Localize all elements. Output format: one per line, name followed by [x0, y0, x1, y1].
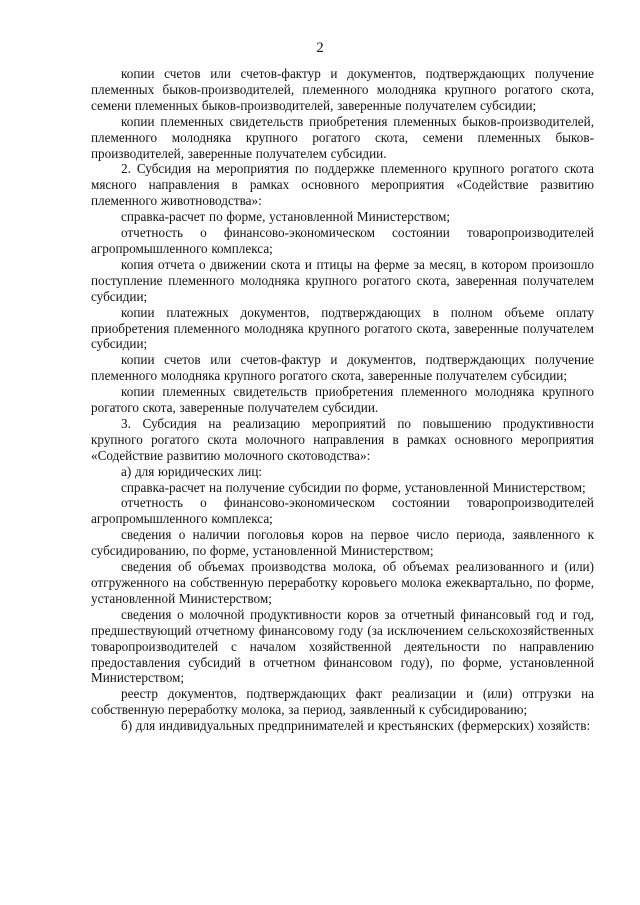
paragraph: копии племенных свидетельств приобретения племенных быков-производителей, племенного молодняка крупного рогатого скота, семени племенных быков-производителей, заверенные получателем субсидии.	[91, 113, 594, 161]
paragraph: копии племенных свидетельств приобретения племенного молодняка крупного рогатого скота, заверенные получателем субсидии.	[91, 384, 594, 416]
paragraph: сведения о молочной продуктивности коров за отчетный финансовый год и год, предшествующий отчетному финансовому году (за исключением сельскохозяйственных товаропроизводителей с началом хозяйственной деятельности по направлению предоставления субсидий в отчетном финансовом году), по форме, установленной Министерством;	[91, 606, 594, 686]
page-number: 2	[316, 40, 324, 56]
paragraph: сведения об объемах производства молока, об объемах реализованного и (или) отгруженного на собственную переработку коровьего молока ежеквартально, по форме, установленной Министерством;	[91, 559, 594, 606]
paragraph: копия отчета о движении скота и птицы на ферме за месяц, в котором произошло поступление племенного молодняка крупного рогатого скота, заверенная получателем субсидии;	[91, 256, 594, 304]
paragraph: отчетность о финансово-экономическом состоянии товаропроизводителей агропромышленного комплекса;	[91, 225, 594, 256]
paragraph: сведения о наличии поголовья коров на первое число периода, заявленного к субсидированию, по форме, установленной Министерством;	[91, 527, 594, 559]
paragraph: копии платежных документов, подтверждающих в полном объеме оплату приобретения племенного молодняка крупного рогатого скота, заверенные получателем субсидии;	[91, 304, 594, 352]
body-text	[91, 66, 594, 734]
paragraph: копии счетов или счетов-фактур и документов, подтверждающих получение племенного молодняка крупного рогатого скота, заверенные получателем субсидии;	[91, 352, 594, 384]
list-item-b: б) для индивидуальных предпринимателей и крестьянских (фермерских) хозяйств:	[121, 718, 591, 734]
section-heading-3: 3. Субсидия на реализацию мероприятий по повышению продуктивности крупного рогатого скота молочного направления в рамках основного мероприятия «Содействие развитию молочного скотоводства»:	[91, 415, 594, 463]
paragraph: справка-расчет по форме, установленной Министерством;	[121, 209, 450, 225]
section-heading-2: 2. Субсидия на мероприятия по поддержке племенного крупного рогатого скота мясного направления в рамках основного мероприятия «Содействие развитию племенного животноводства»:	[91, 161, 594, 209]
paragraph: отчетность о финансово-экономическом состоянии товаропроизводителей агропромышленного комплекса;	[91, 495, 594, 527]
paragraph: реестр документов, подтверждающих факт реализации и (или) отгрузки на собственную переработку молока, за период, заявленный к субсидированию;	[91, 686, 594, 718]
list-item-a: а) для юридических лиц:	[121, 463, 263, 479]
paragraph: копии счетов или счетов-фактур и документов, подтверждающих получение племенных быков-производителей, племенного молодняка крупного рогатого скота, семени племенных быков-производителей, заверенные получателем субсидии;	[91, 66, 594, 113]
paragraph: справка-расчет на получение субсидии по форме, установленной Министерством;	[121, 479, 586, 495]
